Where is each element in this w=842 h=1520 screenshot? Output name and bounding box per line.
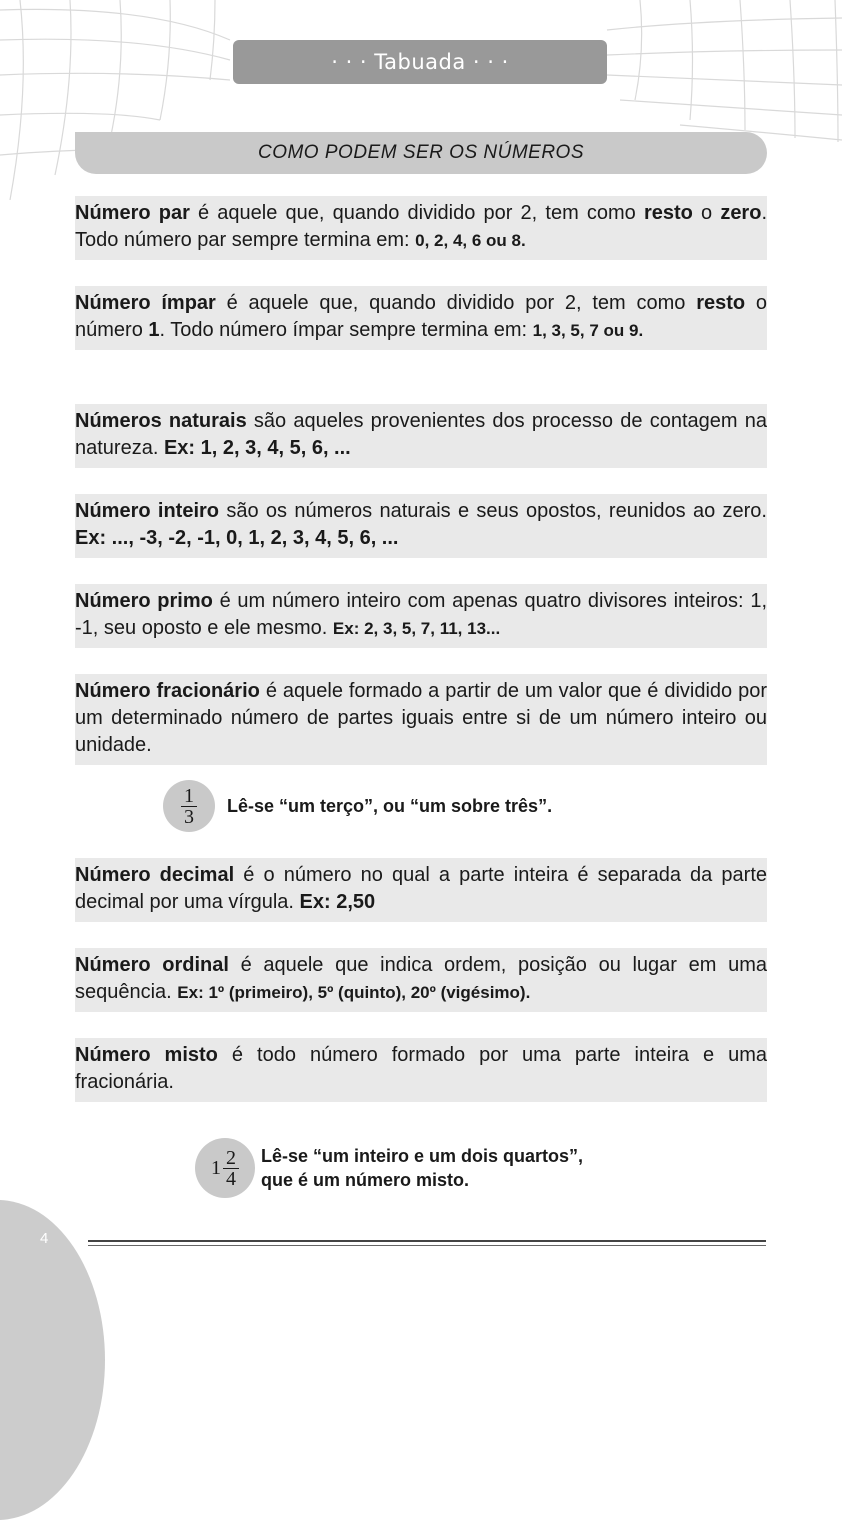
text: é todo número formado por uma parte inteira e uma fracionária. xyxy=(75,1044,767,1093)
term: Número fracionário xyxy=(75,680,260,702)
footer-circle xyxy=(0,1200,105,1520)
page-number: 4 xyxy=(40,1230,49,1247)
denominator: 3 xyxy=(184,805,194,828)
term: Número primo xyxy=(75,590,213,612)
term: Número decimal xyxy=(75,864,235,886)
example-text: Ex: 1º (primeiro), 5º (quinto), 20º (vigésimo). xyxy=(177,983,531,1002)
bold-text: resto xyxy=(643,202,693,224)
text: o xyxy=(692,202,721,224)
text: é aquele que, quando dividido por 2, tem como xyxy=(189,202,644,224)
bold-text: zero xyxy=(720,202,762,224)
term: Número ordinal xyxy=(75,954,229,976)
text: . Todo número ímpar sempre termina em: xyxy=(159,319,533,341)
section-title: COMO PODEM SER OS NÚMEROS xyxy=(75,132,767,174)
fraction xyxy=(181,786,197,827)
paragraph-numero-ordinal xyxy=(75,948,767,1012)
paragraph-numero-inteiro xyxy=(75,494,767,558)
reading-line-1: Lê-se “um inteiro e um dois quartos”, xyxy=(261,1146,584,1166)
text: é o número no qual a parte inteira é separada da parte decimal por uma vírgula. xyxy=(75,864,767,913)
paragraph-numero-decimal xyxy=(75,858,767,922)
term: Números naturais xyxy=(75,410,247,432)
paragraph-numero-par xyxy=(75,196,767,260)
paragraph-numeros-naturais xyxy=(75,404,767,468)
paragraph-numero-primo xyxy=(75,584,767,648)
term: Número inteiro xyxy=(75,500,220,522)
header-title: · · · Tabuada · · · xyxy=(233,40,607,84)
whole-part: 1 xyxy=(211,1156,221,1179)
footer-rule xyxy=(88,1240,766,1242)
text: são aqueles provenientes dos processo de contagem na natureza. xyxy=(75,410,767,459)
example-text: 1, 3, 5, 7 ou 9. xyxy=(532,321,644,340)
text: . Todo número par sempre termina em: xyxy=(75,202,767,251)
fraction-reading: Lê-se “um terço”, ou “um sobre três”. xyxy=(227,796,553,816)
text: é aquele formado a partir de um valor que é dividido por um determinado número de partes iguais entre si de um número inteiro ou unidade. xyxy=(75,680,767,756)
term: Número ímpar xyxy=(75,292,216,314)
footer-rule-thin xyxy=(88,1245,766,1246)
paragraph-numero-misto xyxy=(75,1038,767,1102)
term: Número misto xyxy=(75,1044,218,1066)
example-text: 0, 2, 4, 6 ou 8. xyxy=(415,231,526,250)
reading-line-2: que é um número misto. xyxy=(261,1170,470,1190)
example-text: Ex: 2, 3, 5, 7, 11, 13... xyxy=(332,619,501,638)
example-text: Ex: 1, 2, 3, 4, 5, 6, ... xyxy=(163,437,351,459)
paragraph-numero-impar xyxy=(75,286,767,350)
fraction xyxy=(223,1148,239,1189)
example-text: Ex: 2,50 xyxy=(299,891,376,913)
numerator: 1 xyxy=(181,786,197,807)
text: são os números naturais e seus opostos, reunidos ao zero. xyxy=(219,500,767,522)
fraction-example xyxy=(163,780,552,832)
text: é aquele que, quando dividido por 2, tem como xyxy=(215,292,697,314)
text: o número xyxy=(75,292,768,341)
mixed-number-reading xyxy=(261,1144,583,1192)
mixed-number-circle xyxy=(195,1138,255,1198)
term: Número par xyxy=(75,202,190,224)
paragraph-numero-fracionario xyxy=(75,674,767,765)
fraction-circle xyxy=(163,780,215,832)
text: é aquele que indica ordem, posição ou lugar em uma sequência. xyxy=(75,954,767,1003)
text: é um número inteiro com apenas quatro divisores inteiros: 1, -1, seu oposto e ele mesmo. xyxy=(75,590,767,639)
bold-text: 1 xyxy=(148,319,160,341)
denominator: 4 xyxy=(226,1167,236,1190)
bold-text: resto xyxy=(696,292,746,314)
numerator: 2 xyxy=(223,1148,239,1169)
mixed-number-example xyxy=(195,1138,583,1198)
example-text: Ex: ..., -3, -2, -1, 0, 1, 2, 3, 4, 5, 6, ... xyxy=(75,527,399,549)
